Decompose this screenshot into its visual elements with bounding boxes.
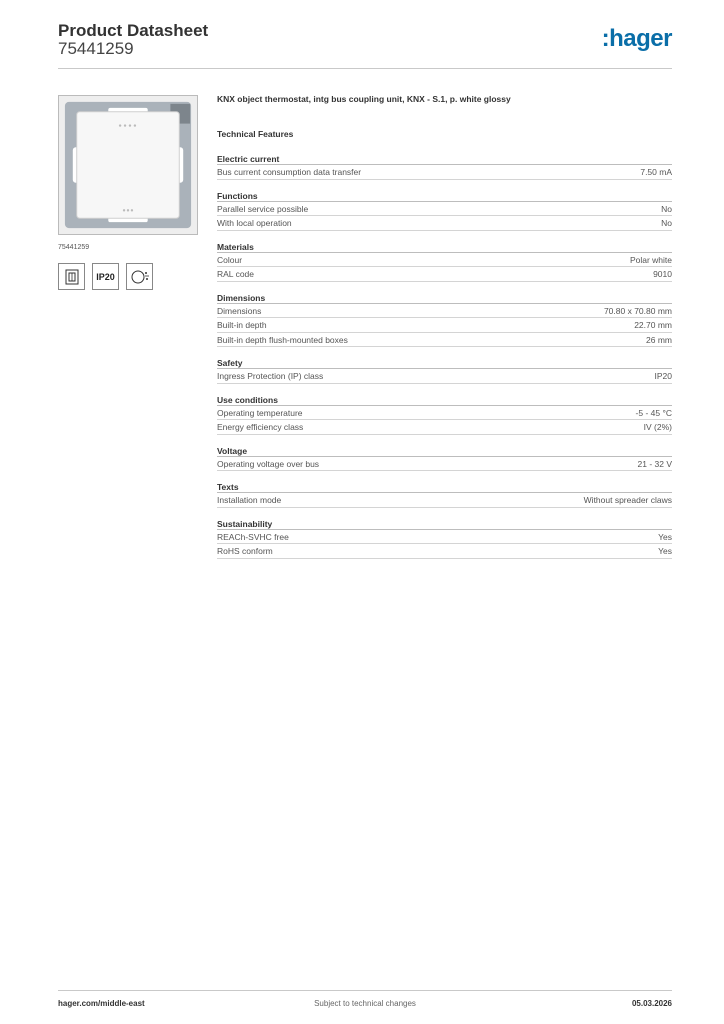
spec-value: -5 - 45 °C bbox=[635, 407, 672, 418]
spec-row bbox=[217, 406, 672, 421]
spec-section bbox=[217, 445, 672, 472]
spec-row bbox=[217, 530, 672, 545]
spec-value: 26 mm bbox=[646, 334, 672, 345]
spec-value: 70.80 x 70.80 mm bbox=[603, 305, 672, 316]
certification-icons bbox=[58, 263, 153, 290]
spec-row bbox=[217, 202, 672, 217]
spec-label: RoHS conform bbox=[217, 546, 273, 556]
spec-row bbox=[217, 493, 672, 508]
spec-label: Built-in depth bbox=[217, 320, 267, 330]
spec-value: 9010 bbox=[653, 269, 672, 279]
spec-label: Dimensions bbox=[217, 305, 262, 316]
spec-section bbox=[217, 357, 672, 384]
spec-value: 7.50 mA bbox=[640, 167, 672, 177]
spec-label: Built-in depth flush-mounted boxes bbox=[217, 334, 348, 345]
spec-row bbox=[217, 457, 672, 472]
section-title: Functions bbox=[217, 190, 672, 202]
spec-section bbox=[217, 241, 672, 282]
spec-value: Yes bbox=[658, 546, 672, 556]
footer-notice: Subject to technical changes bbox=[314, 999, 416, 1008]
image-caption: 75441259 bbox=[58, 244, 90, 251]
spec-row bbox=[217, 165, 672, 180]
spec-value: Yes bbox=[658, 531, 672, 542]
section-title: Texts bbox=[217, 481, 672, 493]
spec-row bbox=[217, 333, 672, 348]
section-title: Use conditions bbox=[217, 394, 672, 406]
section-title: Materials bbox=[217, 241, 672, 253]
spec-label: Ingress Protection (IP) class bbox=[217, 371, 324, 381]
temperature-dial-icon bbox=[126, 263, 153, 290]
spec-row bbox=[217, 253, 672, 268]
spec-value: No bbox=[661, 203, 672, 214]
document-footer bbox=[58, 990, 672, 1012]
product-image bbox=[58, 95, 198, 235]
thermostat-illustration bbox=[59, 96, 197, 234]
spec-label: Installation mode bbox=[217, 495, 282, 505]
document-header bbox=[58, 21, 672, 69]
spec-value: 21 - 32 V bbox=[637, 458, 672, 469]
spec-value: No bbox=[661, 218, 672, 228]
spec-row bbox=[217, 304, 672, 319]
section-title: Sustainability bbox=[217, 518, 672, 530]
spec-value: IP20 bbox=[654, 371, 672, 381]
specifications-panel bbox=[217, 92, 672, 559]
section-title: Safety bbox=[217, 357, 672, 369]
document-id: 75441259 bbox=[58, 39, 134, 58]
spec-label: Parallel service possible bbox=[217, 203, 309, 214]
spec-label: Colour bbox=[217, 254, 243, 265]
hager-logo: :hager bbox=[601, 25, 672, 52]
spec-section bbox=[217, 153, 672, 180]
spec-section bbox=[217, 190, 672, 231]
spec-value: Polar white bbox=[629, 254, 672, 265]
spec-value: Without spreader claws bbox=[583, 495, 672, 505]
section-title: Dimensions bbox=[217, 292, 672, 304]
section-title: Voltage bbox=[217, 445, 672, 457]
section-title: Electric current bbox=[217, 153, 672, 165]
spec-row bbox=[217, 420, 672, 435]
technical-features-title: Technical Features bbox=[217, 129, 294, 139]
footer-date: 05.03.2026 bbox=[631, 999, 672, 1008]
spec-label: Operating temperature bbox=[217, 407, 303, 418]
spec-sections bbox=[217, 153, 672, 559]
spec-value: 22.70 mm bbox=[634, 320, 672, 330]
spec-section bbox=[217, 518, 672, 559]
spec-label: Operating voltage over bus bbox=[217, 458, 320, 469]
spec-label: RAL code bbox=[217, 269, 255, 279]
spec-value: IV (2%) bbox=[643, 422, 672, 432]
spec-section bbox=[217, 394, 672, 435]
footer-website: hager.com/middle-east bbox=[58, 999, 145, 1008]
spec-section bbox=[217, 481, 672, 508]
spec-row bbox=[217, 267, 672, 282]
spec-label: Energy efficiency class bbox=[217, 422, 304, 432]
spec-section bbox=[217, 292, 672, 348]
spec-label: REACh-SVHC free bbox=[217, 531, 289, 542]
ip20-badge: IP20 bbox=[92, 263, 119, 290]
spec-row bbox=[217, 318, 672, 333]
spec-label: Bus current consumption data transfer bbox=[217, 167, 362, 177]
spec-row bbox=[217, 369, 672, 384]
flush-box-icon bbox=[58, 263, 85, 290]
spec-row bbox=[217, 216, 672, 231]
spec-label: With local operation bbox=[217, 218, 292, 228]
page-title: Product Datasheet bbox=[58, 21, 209, 40]
spec-row bbox=[217, 544, 672, 559]
product-description: KNX object thermostat, intg bus coupling unit, KNX - S.1, p. white glossy bbox=[217, 94, 511, 104]
